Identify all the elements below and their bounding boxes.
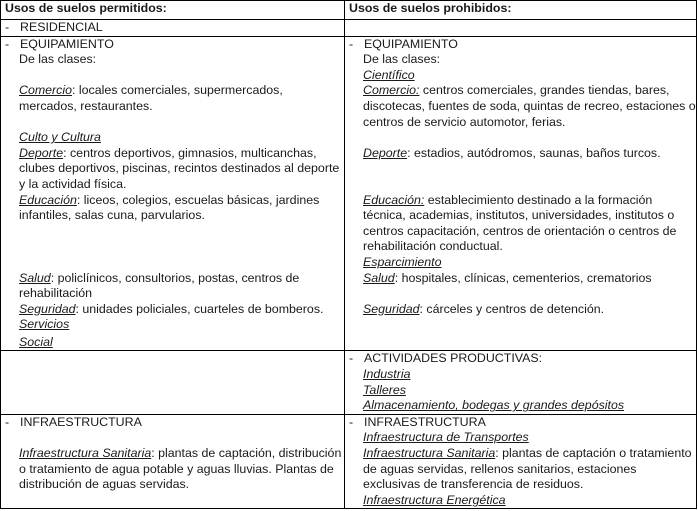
prohibited-infra-sanitaria: Infraestructura Sanitaria: plantas de captación o tratamiento de aguas servidas, rellenos sanitarios, estaciones exclusivas de transferencia de residuos. <box>363 446 692 492</box>
bullet-dash: - <box>5 20 10 34</box>
permitted-deporte: Deporte: centros deportivos, gimnasios, multicanchas, clubes deportivos, piscinas, recintos destinados al deporte y la actividad física. <box>19 145 340 191</box>
infraestructura-left-title: INFRAESTRUCTURA <box>20 414 142 429</box>
header-row <box>1 1 697 20</box>
cell-infraestructura-permitted <box>1 414 345 509</box>
prohibited-salud: Salud: hospitales, clínicas, cementerios, crematorios <box>363 270 652 285</box>
prohibited-comercio: Comercio: centros comerciales, grandes tiendas, bares, discotecas, fuentes de soda, quintas de recreo, estaciones o centros de servicio automotor, ferias. <box>363 83 696 129</box>
permitted-seguridad: Seguridad: unidades policiales, cuarteles de bomberos. <box>19 301 324 316</box>
prohibited-esparcimiento: Esparcimiento <box>363 254 442 269</box>
prohibited-seguridad: Seguridad: cárceles y centros de detención. <box>363 301 605 316</box>
prohibited-deporte: Deporte: estadios, autódromos, saunas, baños turcos. <box>363 145 661 160</box>
permitted-salud: Salud: policlínicos, consultorios, postas, centros de rehabilitación <box>19 270 300 301</box>
permitted-infra-sanitaria: Infraestructura Sanitaria: plantas de captación, distribución o tratamiento de agua potable y aguas lluvias. Plantas de distribución de aguas servidas. <box>19 446 342 492</box>
header-prohibited: Usos de suelos prohibidos: <box>345 1 697 20</box>
equipamiento-left-intro: De las clases: <box>19 52 97 67</box>
prohibited-industria: Industria <box>363 367 411 382</box>
actividades-title: ACTIVIDADES PRODUCTIVAS: <box>364 351 543 366</box>
cell-equipamiento-permitted <box>1 36 345 351</box>
bullet-dash: - <box>5 36 10 51</box>
header-permitted: Usos de suelos permitidos: <box>1 1 345 20</box>
permitted-culto: Culto y Cultura <box>19 130 101 145</box>
cell-residencial-permitted <box>1 20 345 37</box>
row-infraestructura <box>1 414 697 509</box>
equipamiento-left-title: EQUIPAMIENTO <box>20 36 114 51</box>
prohibited-cientifico: Científico <box>363 67 415 82</box>
permitted-comercio: Comercio: locales comerciales, supermercados, mercados, restaurantes. <box>19 83 283 113</box>
permitted-educacion: Educación: liceos, colegios, escuelas básicas, jardines infantiles, salas cuna, parvularios. <box>19 192 320 223</box>
bullet-dash: - <box>349 36 354 51</box>
infraestructura-right-title: INFRAESTRUCTURA <box>364 414 486 429</box>
bullet-dash: - <box>5 414 10 429</box>
row-residencial <box>1 20 697 37</box>
permitted-servicios: Servicios <box>19 317 70 332</box>
prohibited-infra-energetica: Infraestructura Energética <box>363 492 506 507</box>
prohibited-almacenamiento: Almacenamiento, bodegas y grandes depósitos <box>363 398 625 413</box>
bullet-dash: - <box>349 414 354 429</box>
cell-infraestructura-prohibited <box>345 414 697 509</box>
prohibited-talleres: Talleres <box>363 382 406 397</box>
cell-equipamiento-prohibited <box>345 36 697 351</box>
cell-actividades-permitted <box>1 351 345 414</box>
prohibited-infra-transportes: Infraestructura de Transportes <box>363 430 529 445</box>
bullet-dash: - <box>349 351 354 366</box>
equipamiento-right-title: EQUIPAMIENTO <box>364 36 458 51</box>
residencial-title: RESIDENCIAL <box>20 20 103 34</box>
cell-actividades-prohibited <box>345 351 697 414</box>
row-actividades <box>1 351 697 414</box>
permitted-social: Social <box>19 334 53 349</box>
prohibited-educacion: Educación: establecimiento destinado a la formación técnica, academias, institutos, universidades, institutos o centros capacitación, centros de orientación o centros de rehabilitación conductual. <box>363 192 677 254</box>
row-equipamiento <box>1 36 697 351</box>
equipamiento-right-intro: De las clases: <box>363 52 441 67</box>
cell-residencial-prohibited <box>345 20 697 37</box>
